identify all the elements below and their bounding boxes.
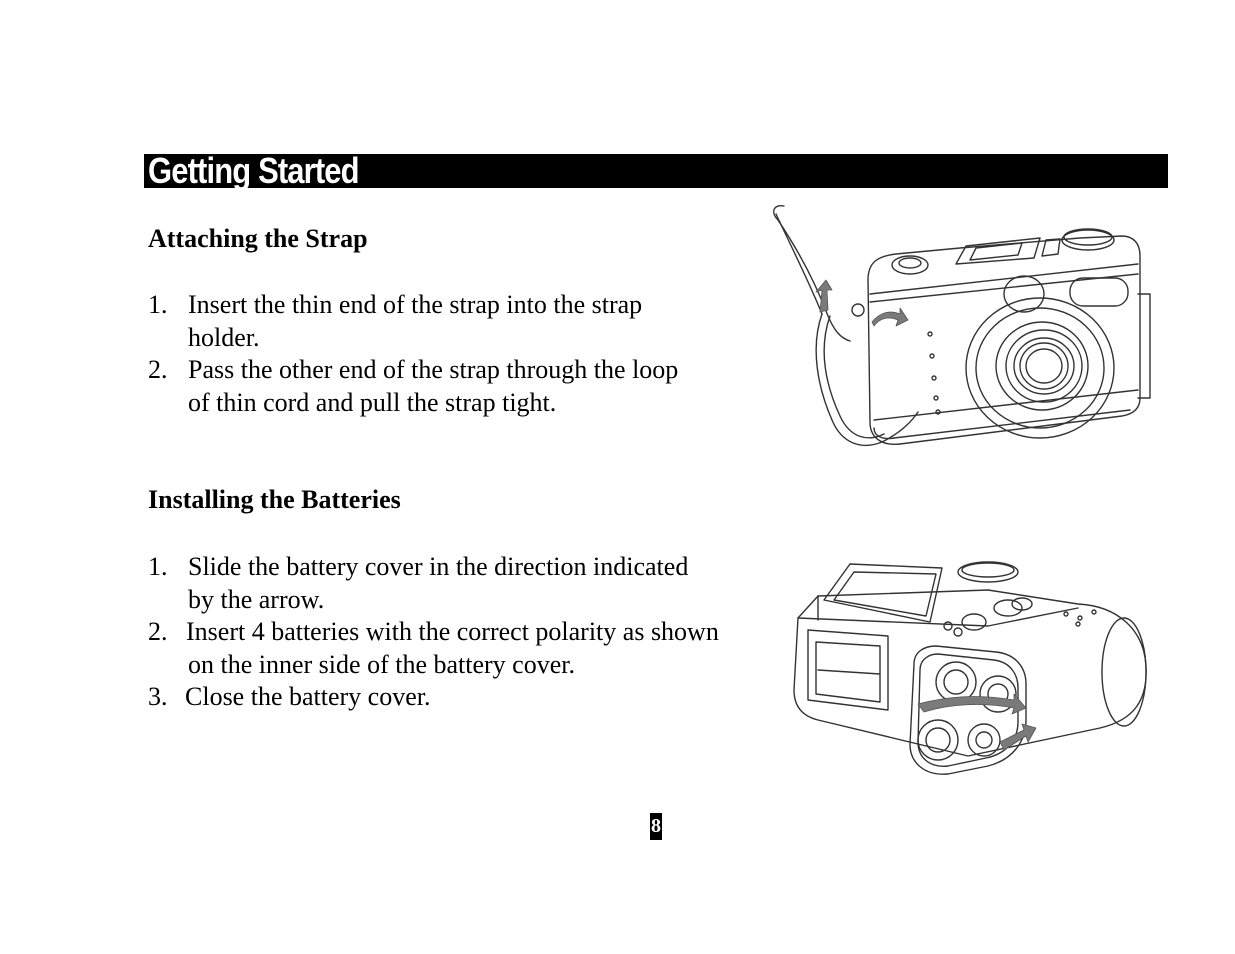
step-text: of thin cord and pull the strap tight. [188,387,557,417]
step-text: Slide the battery cover in the direction indicated [188,552,689,581]
step-text: Insert the thin end of the strap into the strap [188,290,643,319]
page-title: Getting Started [148,150,359,191]
batteries-heading: Installing the Batteries [148,485,401,514]
step-text: by the arrow. [188,584,325,614]
step-number: 2. [148,355,168,384]
page-number: 8 [650,813,662,840]
step-text: Pass the other end of the strap through the loop [188,355,679,384]
camera-battery-illustration [788,560,1152,782]
section-title-bar [144,150,1168,191]
step-number: 1. [148,290,168,319]
step-number: 2. [148,617,168,646]
step-text: Insert 4 batteries with the correct polarity as shown [186,617,719,646]
step-number: 1. [148,552,168,581]
camera-strap-illustration [770,198,1160,456]
step-text: Close the battery cover. [185,682,431,711]
step-text: holder. [188,322,260,352]
step-number: 3. [148,682,168,711]
strap-heading: Attaching the Strap [148,224,368,253]
step-text: on the inner side of the battery cover. [188,649,575,679]
